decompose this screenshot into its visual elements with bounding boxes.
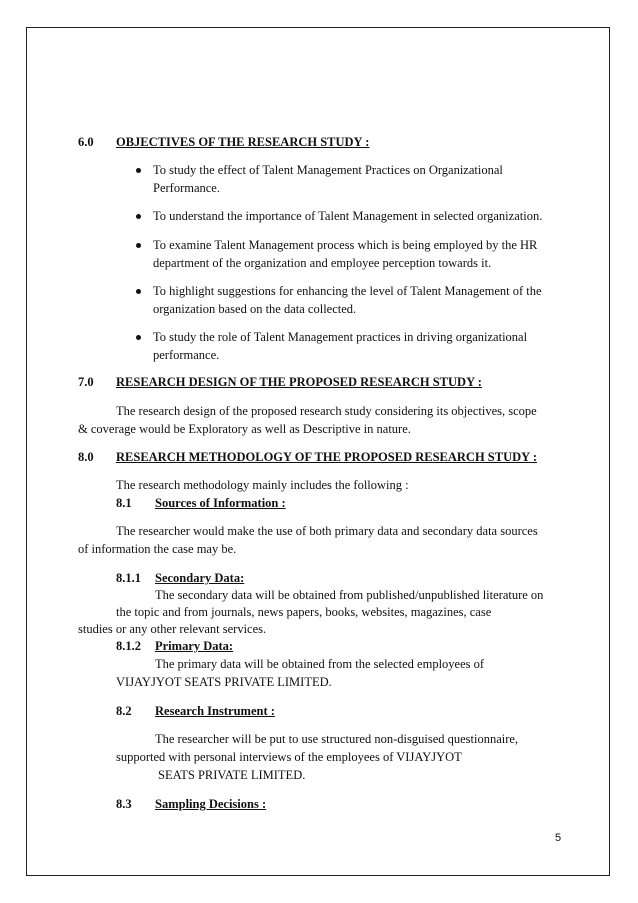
bullet-icon bbox=[136, 243, 141, 248]
section-7-paragraph-line-1: The research design of the proposed research study considering its objectives, scope bbox=[116, 404, 537, 418]
objective-3-line-1: To examine Talent Management process which is being employed by the HR bbox=[153, 238, 538, 252]
subsection-8-1-2-number: 8.1.2 bbox=[116, 639, 141, 653]
section-6-number: 6.0 bbox=[78, 135, 94, 149]
subsection-8-1-1-number: 8.1.1 bbox=[116, 571, 141, 585]
subsection-8-1-1-line-3: studies or any other relevant services. bbox=[78, 622, 267, 636]
bullet-icon bbox=[136, 289, 141, 294]
section-8-intro: The research methodology mainly includes the following : bbox=[116, 478, 409, 492]
subsection-8-1-1-line-2: the topic and from journals, news papers, books, websites, magazines, case bbox=[116, 605, 492, 619]
page-number: 5 bbox=[555, 832, 562, 844]
objective-4-line-1: To highlight suggestions for enhancing the level of Talent Management of the bbox=[153, 284, 542, 298]
subsection-8-1-title: Sources of Information : bbox=[155, 496, 286, 510]
subsection-8-1-2-line-1: The primary data will be obtained from the selected employees of bbox=[155, 657, 485, 671]
subsection-8-2-line-2: supported with personal interviews of the employees of VIJAYJYOT bbox=[116, 750, 462, 764]
subsection-8-3-number: 8.3 bbox=[116, 797, 132, 811]
subsection-8-1-2-title: Primary Data: bbox=[155, 639, 234, 653]
objective-5-line-1: To study the role of Talent Management practices in driving organizational bbox=[153, 330, 528, 344]
objective-1-line-1: To study the effect of Talent Management Practices on Organizational bbox=[153, 163, 503, 177]
bullet-icon bbox=[136, 168, 141, 173]
section-8-heading: RESEARCH METHODOLOGY OF THE PROPOSED RESEARCH STUDY : bbox=[116, 450, 538, 464]
subsection-8-2-line-3: SEATS PRIVATE LIMITED. bbox=[158, 768, 306, 782]
section-6-heading: OBJECTIVES OF THE RESEARCH STUDY : bbox=[116, 135, 370, 149]
objective-1-line-2: Performance. bbox=[153, 181, 220, 195]
subsection-8-1-paragraph-line-2: of information the case may be. bbox=[78, 542, 237, 556]
subsection-8-2-line-1: The researcher will be put to use structured non-disguised questionnaire, bbox=[155, 732, 519, 746]
objective-2-line-1: To understand the importance of Talent Management in selected organization. bbox=[153, 209, 543, 223]
objective-5-line-2: performance. bbox=[153, 348, 220, 362]
subsection-8-1-1-title: Secondary Data: bbox=[155, 571, 245, 585]
subsection-8-1-paragraph-line-1: The researcher would make the use of both primary data and secondary data sources bbox=[116, 524, 538, 538]
section-7-paragraph-line-2: & coverage would be Exploratory as well as Descriptive in nature. bbox=[78, 422, 411, 436]
subsection-8-1-2-line-2: VIJAYJYOT SEATS PRIVATE LIMITED. bbox=[116, 675, 332, 689]
section-7-number: 7.0 bbox=[78, 375, 94, 389]
subsection-8-3-title: Sampling Decisions : bbox=[155, 797, 267, 811]
section-7-heading: RESEARCH DESIGN OF THE PROPOSED RESEARCH STUDY : bbox=[116, 375, 482, 389]
bullet-icon bbox=[136, 335, 141, 340]
objective-4-line-2: organization based on the data collected. bbox=[153, 302, 357, 316]
bullet-icon bbox=[136, 214, 141, 219]
section-8-number: 8.0 bbox=[78, 450, 94, 464]
subsection-8-2-title: Research Instrument : bbox=[155, 704, 275, 718]
subsection-8-1-1-line-1: The secondary data will be obtained from published/unpublished literature on bbox=[155, 588, 544, 602]
subsection-8-1-number: 8.1 bbox=[116, 496, 132, 510]
objective-3-line-2: department of the organization and employee perception towards it. bbox=[153, 256, 492, 270]
subsection-8-2-number: 8.2 bbox=[116, 704, 132, 718]
